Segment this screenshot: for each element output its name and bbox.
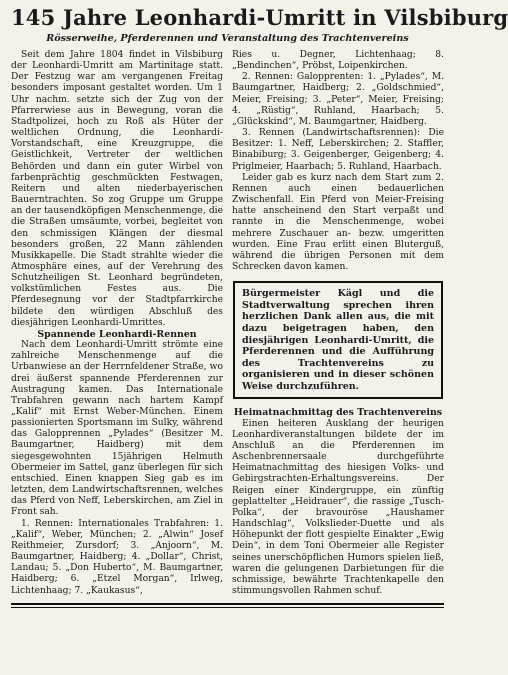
- headline: 145 Jahre Leonhardi-Umritt in Vilsbiburg: [11, 5, 508, 30]
- results-race-1: 1. Rennen: Internationales Trabfahren: 1. „Kalif“, Weber, München; 2. „Alwin“ Josef Reithmeier, Zursdorf; 3. „Anjoorn“, M. Baumgartner, Haidberg; 4. „Dollar“, Christ, Landau; 5. „Don Huberto“, M. Baumgartner, Haidberg; 6. „Etzel Morgan“, Irlweg, Lichtenhaag; 7. „Kaukasus“,: [11, 518, 223, 596]
- article-columns: [11, 50, 444, 597]
- bottom-rule-thin: [11, 607, 444, 608]
- section-title-heimatnachmittag: Heimatnachmittag des Trachtenvereins: [233, 407, 443, 419]
- results-race-3: 3. Rennen (Landwirtschaftsrennen): Die Besitzer: 1. Neff, Leberskirchen; 2. Staffler, Binabiburg; 3. Geigenberger, Geigenberg; 4. Priglmeier, Haarbach; 5. Ruhland, Haarbach.: [232, 128, 444, 172]
- results-race-2: 2. Rennen: Galopprenten: 1. „Pylades“, M. Baumgartner, Haidberg; 2. „Goldschmied“, Meier, Freising; 3. „Peter“, Meier, Freising; 4. „Rüstig“, Ruhland, Haarbach; 5. „Glückskind“, M. Baumgartner, Haidberg.: [232, 72, 444, 127]
- results-race-1-continued: Ries u. Degner, Lichtenhaag; 8. „Bendinchen“, Pröbst, Loipenkirchen.: [232, 50, 444, 72]
- subheadline: Rösserweihe, Pferderennen und Veranstaltung des Trachtenvereins: [46, 33, 409, 44]
- rennen-paragraph: Nach dem Leonhardi-Umritt strömte eine zahlreiche Menschenmenge auf die Urbanwiese an der Herrnfeldener Straße, wo drei äußerst spannende Pferderennen zur Austragung kamen. Das Internationale Trabfahren gewann nach hartem Kampf „Kalif“ mit Ernst Weber-München. Einem passionierten Sportsmann im Sulky, während das Galopprennen „Pylades“ (Besitzer M. Baumgartner, Haidberg) mit dem siegesgewohnten 15jährigen Helmuth Obermeier im Sattel, ganz überlegen für sich entschied. Einen knappen Sieg gab es im letzten, dem Landwirtschaftsrennen, welches das Pferd von Neff, Leberskirchen, am Ziel in Front sah.: [11, 340, 223, 518]
- accident-paragraph: Leider gab es kurz nach dem Start zum 2. Rennen auch einen bedauerlichen Zwischenfall. Ein Pferd von Meier-Freising hatte anscheinend den Start verpaßt und rannte in die Menschenmenge, wobei mehrere Zuschauer an- bezw. umgeritten wurden. Eine Frau erlitt einen Bluterguß, während die übrigen Personen mit dem Schrecken davon kamen.: [232, 172, 444, 272]
- heimat-paragraph: Einen heiteren Ausklang der heurigen Leonhardiveranstaltungen bildete der im Anschluß an die Pferderennen im Aschenbrennersaale durchgeführte Heimatnachmittag des hiesigen Volks- und Gebirgstrachten-Erhaltungsvereins. Der Reigen einer Kindergruppe, ein zünftig geplattelter „Heidrauer“, die rassige „Tusch-Polka“, der bravouröse „Haushamer Handschlag“, Volkslieder-Duette und als Höhepunkt der flott gespielte Einakter „Ewig Dein“, in dem Toni Obermeier alle Register seines unerschöpflichen Humors spielen ließ, waren die gelungenen Darbietungen für die schmissige, bewährte Trachtenkapelle den stimmungsvollen Rahmen schuf.: [232, 418, 444, 596]
- section-title-rennen: Spannende Leonhardi-Rennen: [37, 328, 197, 340]
- bottom-rule-thick: [11, 603, 444, 605]
- right-column: [232, 50, 444, 597]
- mayor-thanks-notice: Bürgermeister Kägl und die Stadtverwaltung sprechen ihren herzlichen Dank allen aus, die mit dazu beigetragen haben, den diesjährigen Leonhardi-Umritt, die Pferderennen und die Aufführung des Trachtenvereins zu organisieren und in dieser schönen Weise durchzuführen.: [233, 281, 443, 399]
- left-column: [11, 50, 223, 597]
- intro-paragraph: Seit dem Jahre 1804 findet in Vilsbiburg der Leonhardi-Umritt am Martinitage statt. Der Festzug war am vergangenen Freitag besonders imposant gestaltet worden. Um 1 Uhr nachm. setzte sich der Zug von der Pfarrerwiese aus in Bewegung, voran die Stadtpolizei, hoch zu Roß als Hüter der weltlichen Ordnung, die Leonhardi-Vorstandschaft, eine Kreuzgruppe, die Geistlichkeit, Vertreter der weltlichen Behörden und dann ein guter Wirbel von farbenprächtig geschmückten Festwagen, Reitern und alten niederbayerischen Bauerntrachten. So zog Gruppe um Gruppe an der tausendköpfigen Menschenmenge, die die Straßen umsäumte, vorbei, begleitet von den schmissigen Klängen der diesmal besonders großen, 22 Mann zählenden Musikkapelle. Die Stadt strahlte wieder die Atmosphäre eines, auf der Verehrung des Schutzheiligen St. Leonhard begründeten, volkstümlichen Festes aus. Die Pferdesegnung vor der Stadtpfarrkirche bildete den würdigen Abschluß des diesjährigen Leonhardi-Umrittes.: [11, 50, 223, 328]
